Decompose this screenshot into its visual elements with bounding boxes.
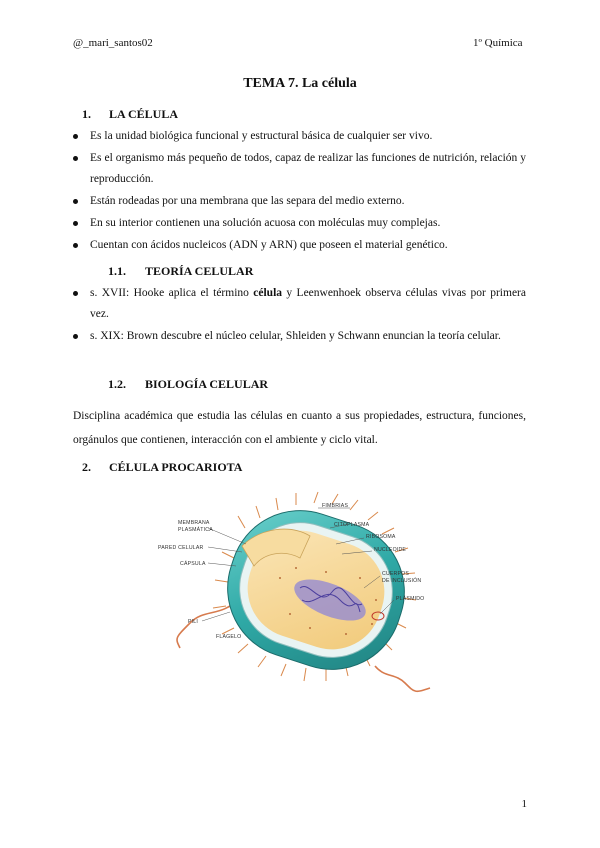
bullet-item: Están rodeadas por una membrana que las separa del medio externo.: [90, 191, 526, 212]
section-title: LA CÉLULA: [109, 107, 179, 121]
bold-term: célula: [253, 287, 283, 299]
section-title: CÉLULA PROCARIOTA: [109, 460, 243, 474]
bullet-item: Cuentan con ácidos nucleicos (ADN y ARN) que poseen el material genético.: [90, 235, 526, 256]
section-1-2-paragraph: Disciplina académica que estudia las células en cuanto a sus propiedades, estructura, funciones, orgánulos que contienen, interacción con el ambiente y ciclo vital.: [73, 410, 526, 446]
section-title: TEORÍA CELULAR: [145, 264, 254, 278]
label-flagelo: FLAGELO: [216, 634, 242, 640]
section-number: 1.1.: [108, 264, 126, 278]
section-1-1-bullets: [90, 283, 526, 348]
bullet-item: [90, 283, 526, 325]
label-cuerpos: DE INCLUSIÓN: [382, 578, 422, 584]
section-number: 1.2.: [108, 377, 126, 391]
section-number: 1.: [82, 107, 91, 121]
bullet-item: Es la unidad biológica funcional y estructural básica de cualquier ser vivo.: [90, 126, 526, 147]
label-ribosoma: RIBOSOMA: [366, 534, 396, 540]
label-membrana: PLASMÁTICA: [178, 527, 213, 533]
flagellum-shape: [375, 666, 430, 691]
section-1-bullets: [90, 126, 526, 257]
bullet-text: s. XVII: Hooke aplica el término: [90, 287, 254, 299]
header-author: @_mari_santos02: [73, 37, 153, 49]
label-pared: PARED CELULAR: [158, 545, 204, 551]
bullet-text: y Leenwenhoek observa células vivas por primera vez.: [90, 287, 526, 320]
label-membrana: MEMBRANA: [178, 520, 210, 526]
prokaryotic-cell-figure: [150, 488, 450, 703]
bullet-item: En su interior contienen una solución acuosa con moléculas muy complejas.: [90, 213, 526, 234]
label-nucleoide: NUCLEOIDE: [374, 547, 407, 553]
header-course: 1º Química: [473, 37, 523, 49]
section-title: BIOLOGÍA CELULAR: [145, 377, 269, 391]
bullet-item: Es el organismo más pequeño de todos, capaz de realizar las funciones de nutrición, relación y reproducción.: [90, 148, 526, 190]
page-title: TEMA 7. La célula: [243, 76, 357, 91]
section-number: 2.: [82, 460, 91, 474]
label-capsula: CÁPSULA: [180, 561, 206, 567]
bullet-item: s. XIX: Brown descubre el núcleo celular, Shleiden y Schwann enuncian la teoría celular.: [90, 326, 526, 347]
label-pili: PILI: [188, 619, 199, 625]
label-plasmido: PLÁSMIDO: [396, 596, 425, 602]
label-cuerpos: CUERPOS: [382, 571, 410, 577]
page-number: 1: [521, 798, 527, 810]
label-citoplasma: CITOPLASMA: [334, 522, 370, 528]
label-fimbrias: FIMBRIAS: [322, 503, 349, 509]
